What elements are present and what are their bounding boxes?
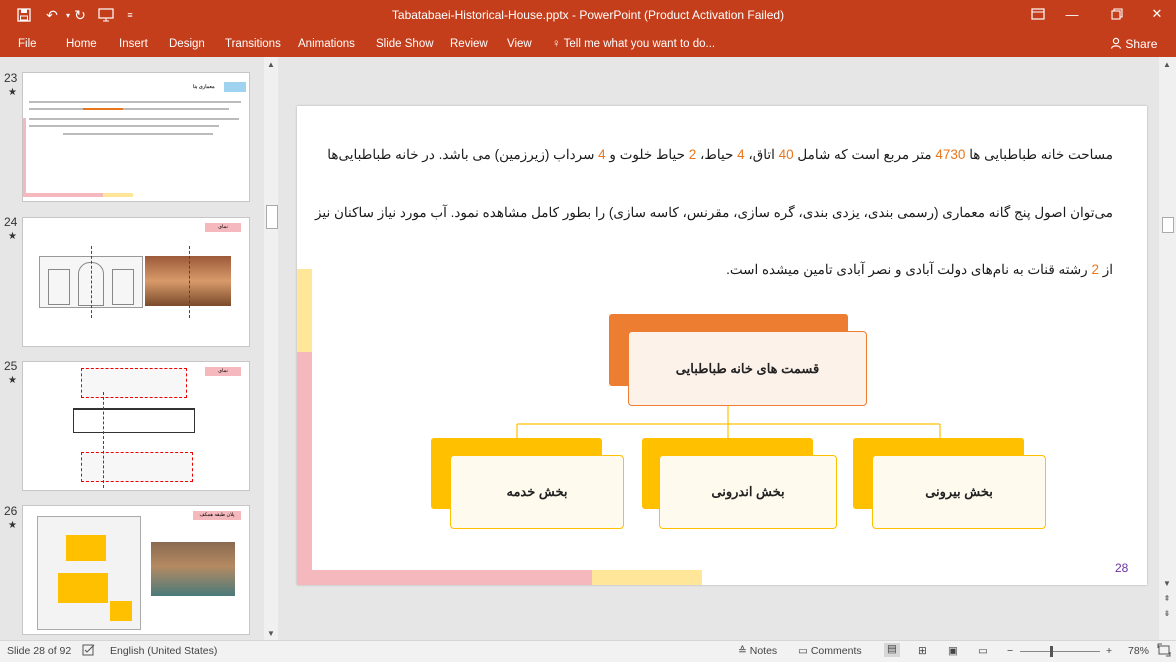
tab-review[interactable]: Review (450, 38, 488, 50)
tab-file[interactable]: File (18, 38, 37, 50)
ribbon-tabs (0, 30, 1176, 57)
customize-qat-icon[interactable]: ≡ (127, 10, 133, 20)
title-bar (0, 0, 1176, 30)
restore-icon[interactable] (1106, 4, 1128, 24)
slide-thumbnail-24[interactable] (22, 217, 250, 347)
share-label: Share (1125, 37, 1158, 51)
diagram-node-inner-section[interactable]: بخش اندرونی (659, 455, 837, 529)
slide-thumbnail-25[interactable] (22, 361, 250, 491)
tab-view[interactable]: View (507, 38, 532, 50)
thumb-title: معماری بنا (193, 84, 215, 90)
undo-icon[interactable]: ↶ (46, 6, 58, 23)
tab-design[interactable]: Design (169, 38, 205, 50)
tab-insert[interactable]: Insert (119, 38, 148, 50)
body-text-run: از (1098, 262, 1113, 277)
scroll-thumb[interactable] (1162, 217, 1174, 233)
tell-me-box[interactable] (552, 35, 715, 53)
tab-transitions[interactable]: Transitions (225, 38, 281, 50)
floor-plan (37, 516, 141, 630)
slide-thumbnails-pane (0, 57, 280, 640)
minimize-icon[interactable]: — (1065, 6, 1079, 22)
slide-thumbnail-23[interactable] (22, 72, 250, 202)
body-text-run: رشته قنات به نام‌های دولت آبادی و نصر آبادی تامین میشده است. (726, 262, 1092, 277)
undo-dropdown-icon[interactable]: ▾ (65, 10, 70, 20)
animation-star-icon: ★ (8, 87, 17, 98)
slide-sorter-icon[interactable]: ⊞ (918, 645, 927, 657)
slide-canvas (297, 106, 1147, 585)
notes-button[interactable] (738, 645, 777, 657)
slide-thumbnail-26[interactable] (22, 505, 250, 635)
scroll-up-icon[interactable]: ▲ (1163, 60, 1171, 69)
thumbnail-scrollbar[interactable] (264, 57, 278, 640)
body-text-run: سرداب (زیرزمین) می باشد. در خانه طباطبایی‌ها (327, 147, 599, 162)
root-node[interactable]: قسمت های خانه طباطبایی (628, 331, 867, 406)
zoom-slider-handle[interactable] (1050, 646, 1053, 657)
animation-star-icon: ★ (8, 520, 17, 531)
notes-label: Notes (749, 645, 778, 657)
tell-me-text: Tell me what you want to do... (563, 38, 716, 50)
slideshow-view-icon[interactable]: ▭ (978, 645, 988, 657)
section-drawing (81, 368, 187, 398)
scroll-thumb[interactable] (266, 205, 278, 229)
tab-home[interactable]: Home (66, 38, 97, 50)
body-text-run: حیاط خلوت و (605, 147, 689, 162)
zoom-level[interactable]: 78% (1128, 645, 1150, 657)
tab-slide-show[interactable]: Slide Show (376, 38, 434, 50)
diagram-node-servants-section[interactable]: بخش خدمه (450, 455, 624, 529)
notes-icon: ≙ (738, 645, 747, 657)
scroll-down-icon[interactable]: ▼ (1163, 579, 1171, 588)
body-text-run: اتاق، (744, 147, 779, 162)
normal-view-icon[interactable]: ▤ (884, 643, 900, 657)
tab-animations[interactable]: Animations (298, 38, 355, 50)
slide-counter: Slide 28 of 92 (7, 645, 72, 657)
fit-slide-icon[interactable] (1157, 643, 1171, 660)
person-icon (1110, 37, 1125, 51)
zoom-slider[interactable] (1020, 651, 1100, 652)
thumb-number: 23 (4, 71, 18, 85)
highlighted-number: 4 (598, 147, 606, 162)
lightbulb-icon: ♀ (552, 38, 561, 50)
thumb-title: نمای (205, 223, 241, 232)
zoom-in-icon[interactable]: + (1106, 645, 1113, 657)
next-slide-icon[interactable]: ⇟ (1163, 609, 1171, 618)
scroll-down-icon[interactable]: ▼ (267, 629, 275, 638)
body-text-run: حیاط، (696, 147, 738, 162)
highlighted-number: 4730 (935, 147, 966, 162)
comments-button[interactable] (798, 645, 862, 657)
spelling-check-icon[interactable] (82, 644, 96, 659)
scroll-up-icon[interactable]: ▲ (267, 60, 275, 69)
status-bar (0, 640, 1176, 662)
reading-view-icon[interactable]: ▣ (948, 645, 958, 657)
slide-page-number: 28 (1115, 561, 1129, 575)
comment-icon: ▭ (798, 645, 808, 657)
highlighted-number: 2 (688, 147, 697, 162)
redo-icon[interactable]: ↻ (74, 6, 86, 23)
thumb-title: پلان طبقه همکف (193, 511, 241, 520)
highlighted-number: 2 (1091, 262, 1099, 277)
previous-slide-icon[interactable]: ⇞ (1163, 594, 1171, 603)
highlighted-number: 40 (778, 147, 794, 162)
courtyard-photo (151, 542, 235, 596)
thumb-number: 25 (4, 359, 18, 373)
animation-star-icon: ★ (8, 231, 17, 242)
body-text-run: متر مربع است که شامل (793, 147, 936, 162)
highlighted-number: 4 (737, 147, 745, 162)
window-title: Tabatabaei-Historical-House.pptx - PowerPoint (Product Activation Failed) (391, 8, 785, 22)
language-indicator[interactable]: English (United States) (110, 645, 218, 657)
animation-star-icon: ★ (8, 375, 17, 386)
thumb-number: 26 (4, 504, 18, 518)
body-text-run: می‌توان اصول پنج گانه معماری (رسمی بندی، یزدی بندی، گره سازی، مقرنس، کاسه سازی) را بطور کامل مشاهده نمود. آب مورد نیاز ساکنان نیز (314, 205, 1113, 220)
comments-label: Comments (810, 645, 862, 657)
zoom-out-icon[interactable]: − (1007, 645, 1014, 657)
slide-scrollbar[interactable] (1159, 57, 1176, 640)
courtyard-photo (145, 256, 231, 306)
thumb-title: نمای (205, 367, 241, 376)
thumb-number: 24 (4, 215, 18, 229)
diagram-node-outer-section[interactable]: بخش بیرونی (872, 455, 1046, 529)
ribbon-display-options-icon[interactable] (1027, 4, 1049, 24)
close-icon[interactable]: ✕ (1151, 6, 1163, 21)
share-button[interactable] (1110, 34, 1157, 54)
body-text-run: مساحت خانه طباطبایی ها (965, 147, 1113, 162)
